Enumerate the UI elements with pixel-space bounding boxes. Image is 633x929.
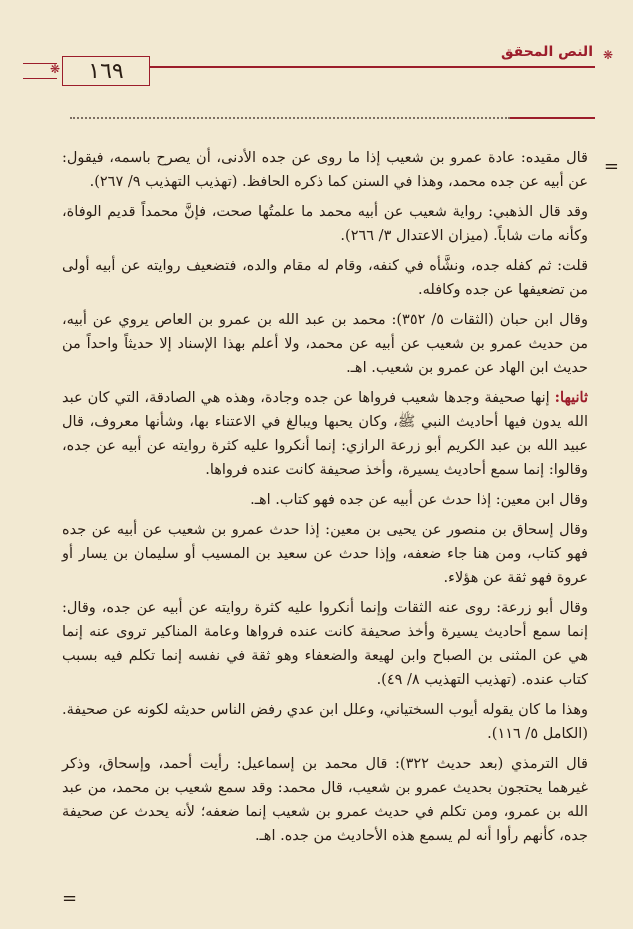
continuation-marker-top: =: [603, 156, 619, 177]
paragraph: وقال ابن حبان (الثقات ٥/ ٣٥٢): محمد بن عبد الله بن عمرو بن العاص يروي عن أبيه، من حديث عمرو بن شعيب عن أبيه عن محمد، ولا أعلم بهذا الإسناد إلا حديثاً واحداً من حديث ابن الهاد عن عمرو بن شعيب. اهـ.: [62, 312, 588, 376]
paragraph: وقال أبو زرعة: روى عنه الثقات وإنما أنكروا عليه كثرة روايته عن أبيه عن جده، وقال: إنما سمع أحاديث يسيرة وأخذ صحيفة كانت عنده فرواها وعامة المناكير تروى عنه إنما هي عن المثنى بن الصباح وابن لهيعة والضعفاء وهو ثقة في نفسه إنما تكلم فيه بسبب كتاب عنده. (تهذيب التهذيب ٨/ ٤٩).: [62, 600, 588, 688]
header-rule: [95, 66, 595, 68]
paragraph-lead: ثانيها:: [554, 389, 588, 406]
page-header-title: النص المحقق: [501, 44, 593, 60]
paragraph: ثانيها: إنها صحيفة وجدها شعيب فرواها عن جده وجادة، وهذه هي الصادقة، التي كان عبد الله يدون فيها أحاديث النبي ﷺ، وكان يحبها ويبالغ في الاعتناء بها، وشأنها معروف، قال عبيد الله بن عبد الكريم أبو زرعة الرازي: إنما أنكروا عليه كثرة روايته عن أبيه عن جده، وقالوا: إنما سمع أحاديث يسيرة، وأخذ صحيفة كانت عنده فرواها.: [62, 389, 588, 478]
paragraph: وقال إسحاق بن منصور عن يحيى بن معين: إذا حدث عمرو بن شعيب عن أبيه عن جده فهو كتاب، ومن هنا جاء ضعفه، وإذا حدث عن سعيد بن المسيب أو سليمان بن يسار أو عروة فهو ثقة عن هؤلاء.: [62, 522, 588, 586]
paragraph: وقد قال الذهبي: رواية شعيب عن أبيه محمد ما علمتُها صحت، فإنَّ محمداً قديم الوفاة، وكأنه مات شاباً. (ميزان الاعتدال ٣/ ٢٦٦).: [62, 204, 588, 244]
paragraph: وهذا ما كان يقوله أيوب السختياني، وعلل ابن عدي رفض الناس حديثه لكونه عن صحيفة. (الكامل ٥/ ١١٦).: [62, 702, 588, 742]
ornament-right-icon: ❋: [602, 48, 613, 62]
paragraph: قال مقيده: عادة عمرو بن شعيب إذا ما روى عن جده الأدنى، أن يصرح باسمه، فيقول: عن أبيه عن جده محمد، وهذا في السنن كما ذكره الحافظ. (تهذيب التهذيب ٩/ ٢٦٧).: [62, 150, 588, 190]
page-number: ١٦٩: [62, 56, 150, 86]
section-rule: [510, 117, 595, 119]
continuation-marker-bottom: =: [62, 888, 78, 909]
paragraph: وقال ابن معين: إذا حدث عن أبيه عن جده فهو كتاب. اهـ.: [250, 492, 588, 508]
paragraph: قال الترمذي (بعد حديث ٣٢٢): قال محمد بن إسماعيل: رأيت أحمد، وإسحاق، وذكر غيرهما يحتجون بحديث عمرو بن شعيب، قال محمد: وقد سمع شعيب بن محمد، من عبد الله بن عمرو، ومن تكلم في حديث عمرو بن شعيب إنما ضعفه؛ لأنه يحدث عن صحيفة جده، كأنهم رأوا أنه لم يسمع هذه الأحاديث من جده. اهـ.: [62, 756, 588, 844]
main-text: [62, 146, 588, 903]
ornament-left-icon: ❋: [50, 62, 61, 76]
paragraph: قلت: ثم كفله جده، ونشَّأه في كنفه، وقام له مقام والده، فتضعيف روايته عن أبيه أولى من تضعيفها عن جده وكافله.: [62, 258, 588, 298]
dotted-separator: [70, 117, 510, 119]
